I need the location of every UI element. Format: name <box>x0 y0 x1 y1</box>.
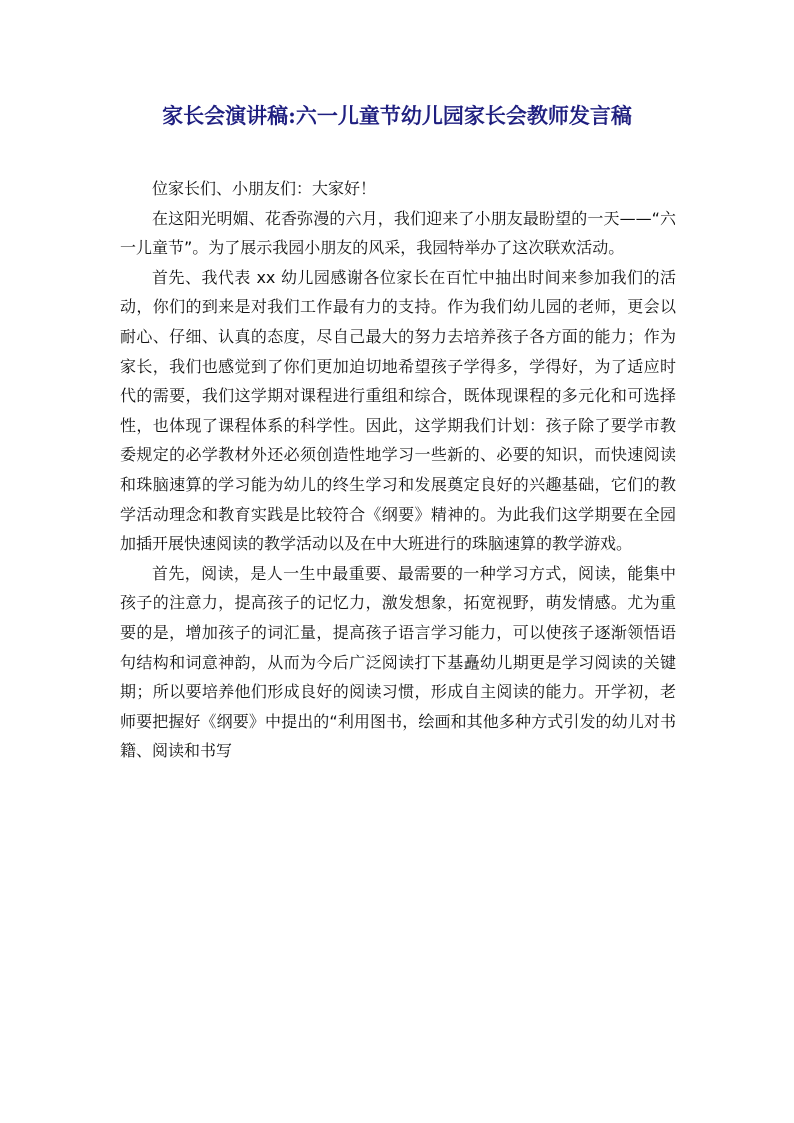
paragraph-reading: 首先，阅读，是人一生中最重要、最需要的一种学习方式，阅读，能集中孩子的注意力，提高孩子的记忆力，激发想象，拓宽视野，萌发情感。尤为重要的是，增加孩子的词汇量，提高孩子语言学习能力，可以使孩子逐渐领悟语句结构和词意神韵，从而为今后广泛阅读打下基矗幼儿期更是学习阅读的关键期；所以要培养他们形成良好的阅读习惯，形成自主阅读的能力。开学初，老师要把握好《纲要》中提出的“利用图书，绘画和其他多种方式引发的幼儿对书籍、阅读和书写 <box>120 563 676 761</box>
paragraph-greeting: 位家长们、小朋友们：大家好！ <box>152 179 377 198</box>
paragraph-intro: 在这阳光明媚、花香弥漫的六月，我们迎来了小朋友最盼望的一天——“六一儿童节”。为了展示我园小朋友的风采，我园特举办了这次联欢活动。 <box>120 208 676 258</box>
document-body <box>120 174 676 766</box>
document-title: 家长会演讲稿:六一儿童节幼儿园家长会教师发言稿 <box>162 103 632 128</box>
paragraph-thanks: 首先、我代表 xx 幼儿园感谢各位家长在百忙中抽出时间来参加我们的活动，你们的到来是对我们工作最有力的支持。作为我们幼儿园的老师，更会以耐心、仔细、认真的态度，尽自己最大的努力去培养孩子各方面的能力；作为家长，我们也感觉到了你们更加迫切地希望孩子学得多，学得好，为了适应时代的需要，我们这学期对课程进行重组和综合，既体现课程的多元化和可选择性，也体现了课程体系的科学性。因此，这学期我们计划：孩子除了要学市教委规定的必学教材外还必须创造性地学习一些新的、必要的知识，而快速阅读和珠脑速算的学习能为幼儿的终生学习和发展奠定良好的兴趣基础，它们的教学活动理念和教育实践是比较符合《纲要》精神的。为此我们这学期要在全园加插开展快速阅读的教学活动以及在中大班进行的珠脑速算的教学游戏。 <box>120 267 676 554</box>
